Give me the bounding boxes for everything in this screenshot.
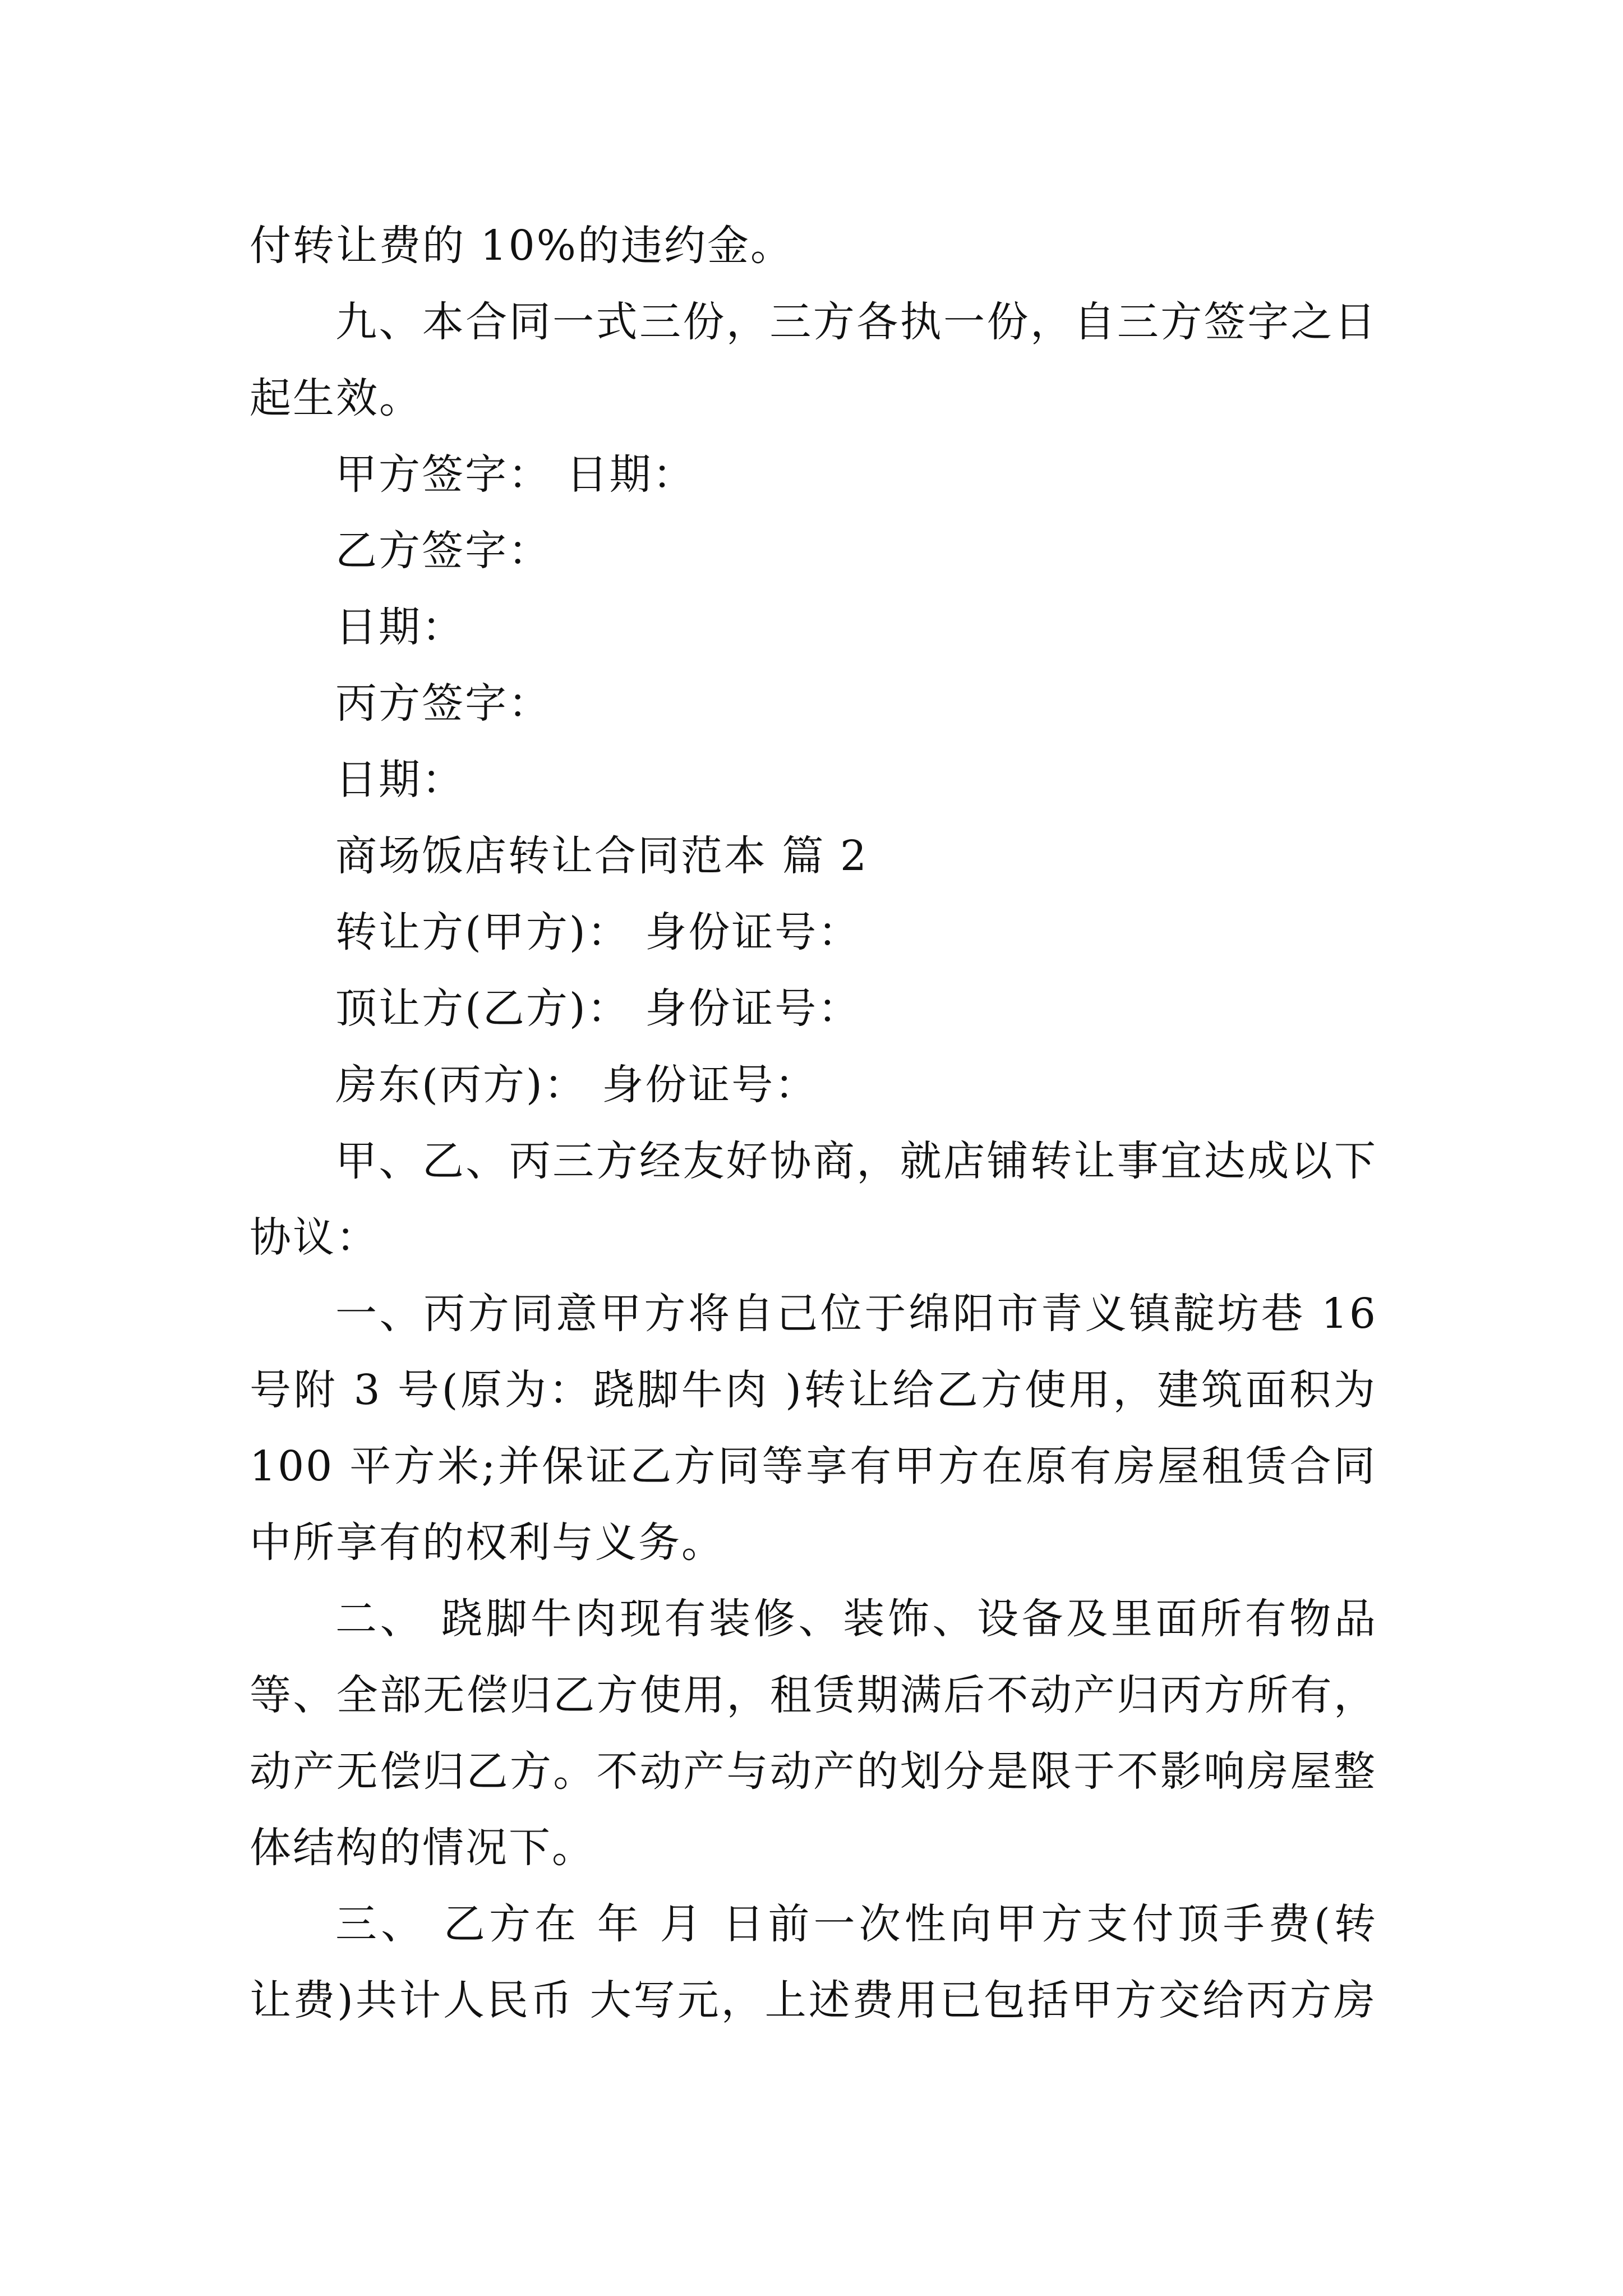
text-line: 起生效。 bbox=[250, 374, 422, 422]
party-a-signature: 甲方签字： 日期： bbox=[335, 450, 696, 499]
party-b-signature: 乙方签字： bbox=[335, 527, 551, 575]
section-heading: 商场饭店转让合同范本 篇 2 bbox=[335, 832, 869, 880]
clause-2-line: 动产无偿归乙方。不动产与动产的划分是限于不影响房屋整 bbox=[250, 1747, 1377, 1796]
landlord-line: 房东(丙方)： 身份证号： bbox=[335, 1061, 818, 1109]
clause-2-line: 二、 跷脚牛肉现有装修、装饰、设备及里面所有物品 bbox=[335, 1595, 1377, 1643]
intro-line: 甲、乙、丙三方经友好协商，就店铺转让事宜达成以下 bbox=[335, 1137, 1377, 1185]
party-c-signature: 丙方签字： bbox=[335, 679, 551, 728]
clause-1-line: 号附 3 号(原为：跷脚牛肉 )转让给乙方使用，建筑面积为 bbox=[250, 1366, 1377, 1414]
transferor-line: 转让方(甲方)： 身份证号： bbox=[335, 908, 861, 956]
clause-1-line: 一、丙方同意甲方将自己位于绵阳市青义镇靛坊巷 16 bbox=[335, 1290, 1377, 1338]
clause-2-line: 体结构的情况下。 bbox=[250, 1824, 595, 1872]
clause-2-line: 等、全部无偿归乙方使用，租赁期满后不动产归丙方所有， bbox=[250, 1671, 1377, 1719]
clause-9-line: 九、本合同一式三份，三方各执一份，自三方签字之日 bbox=[335, 298, 1377, 346]
clause-1-line: 中所享有的权利与义务。 bbox=[250, 1519, 725, 1567]
party-c-date: 日期： bbox=[335, 756, 465, 804]
transferee-line: 顶让方(乙方)： 身份证号： bbox=[335, 984, 861, 1033]
clause-3-line: 让费)共计人民币 大写元，上述费用已包括甲方交给丙方房 bbox=[250, 1976, 1377, 2024]
clause-3-line: 三、 乙方在 年 月 日前一次性向甲方支付顶手费(转 bbox=[335, 1900, 1377, 1948]
clause-1-line: 100 平方米;并保证乙方同等享有甲方在原有房屋租赁合同 bbox=[250, 1442, 1377, 1490]
party-b-date: 日期： bbox=[335, 603, 465, 651]
text-line: 付转让费的 10%的违约金。 bbox=[250, 222, 794, 270]
intro-line: 协议： bbox=[250, 1213, 379, 1262]
